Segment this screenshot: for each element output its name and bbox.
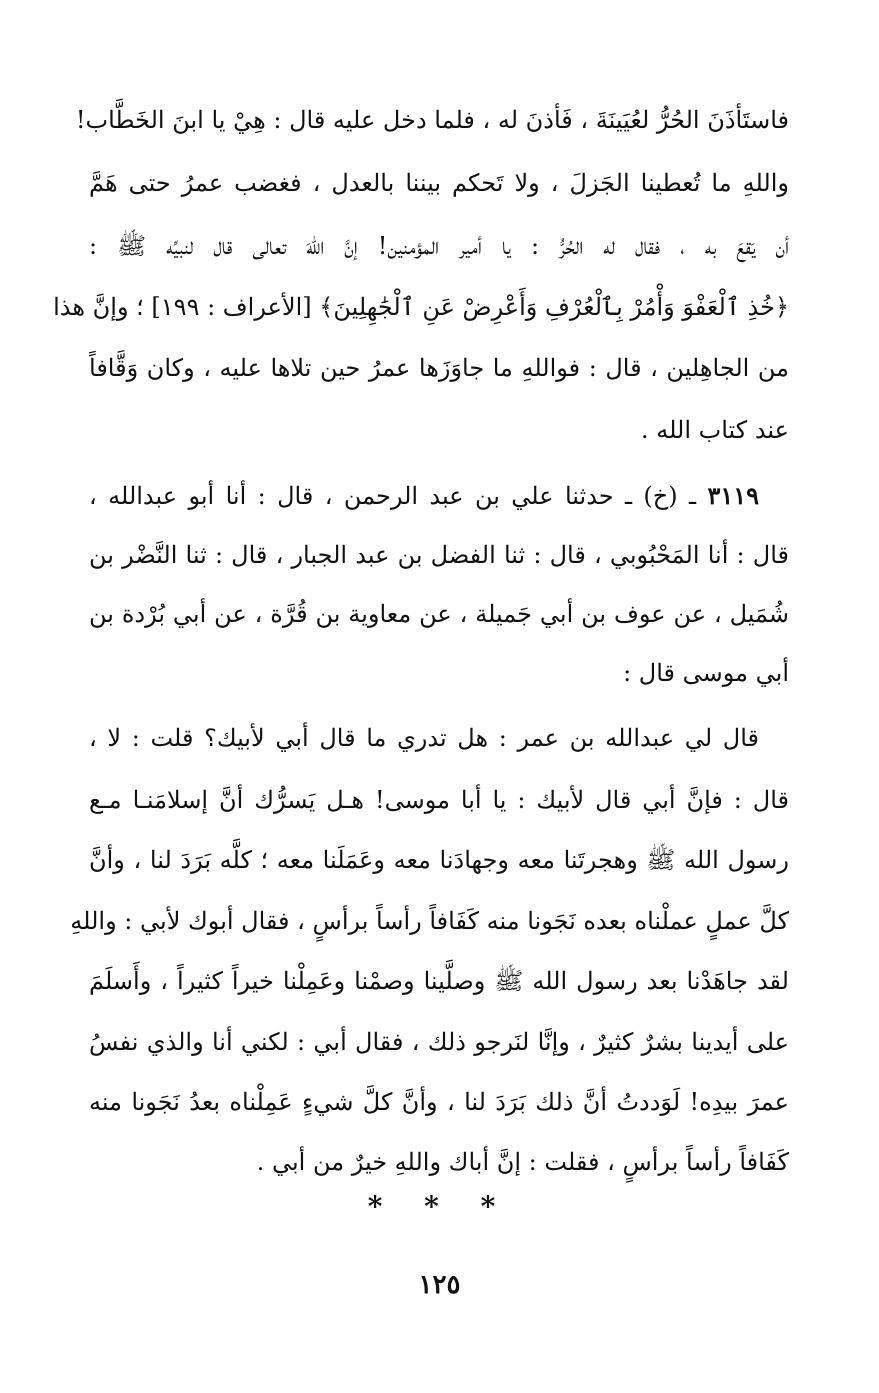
page-number: ١٢٥ [418, 1270, 461, 1300]
quran-verse-line: ﴿خُذِ ٱلْعَفْوَ وَأْمُرْ بِٱلْعُرْفِ وَأَعْرِضْ عَنِ ٱلْجَٰهِلِينَ﴾ [الأعراف : ١٩٩] ؛ وإنَّ هذا [53, 293, 789, 321]
text-line: أبي موسى قال : [623, 659, 789, 687]
text-line: قال : فإنَّ أبي قال لأبيك : يا أبا موسى! هـل يَسرُّك أنَّ إسلامَنـا مـع [89, 786, 789, 814]
text-line: رسول الله ﷺ وهجرتَنا معه وجهادَنا معه وعَمَلَنا معه ؛ كلَّه بَرَدَ لنا ، وأنَّ [89, 846, 789, 874]
text-line: من الجاهِلين ، قال : فواللهِ ما جاوَزَها عمرُ حين تلاها عليه ، وكان وَقَّافاً [89, 354, 789, 382]
hadith-number: ٣١١٩ [707, 481, 759, 510]
hadith-header-line [89, 479, 759, 513]
text-line: أن يَقعَ به ، فقال له الحُرُّ : يا أمير المؤمنين! إنَّ اللهَ تعالى قال لنبيِّه ﷺ : [89, 232, 789, 260]
text-line: على أيدينا بشرٌ كثيرٌ ، وإنَّا لنَرجو ذلك ، فقال أبي : لكني أنا والذي نفسُ [89, 1028, 789, 1056]
text-line: عمرَ بيدِه! لَوَددتُ أنَّ ذلك بَرَدَ لنا ، وأنَّ كلَّ شيءٍ عَمِلْناه بعدُ نَجَونا منه [89, 1088, 789, 1116]
text-line: كلَّ عملٍ عملْناه بعده نَجَونا منه كَفَافاً رأساً برأسٍ ، فقال أبوك لأبي : واللهِ [70, 907, 789, 935]
text-line: فاستَأذَنَ الحُرُّ لعُيَينَةَ ، فَأذنَ له ، فلما دخل عليه قال : هِيْ يا ابنَ الخَطَّاب! [75, 106, 789, 134]
text-line: لقد جاهَدْنا بعد رسول الله ﷺ وصلَّينا وصمْنا وعَمِلْنا خيراً كثيراً ، وأَسلَمَ [89, 967, 789, 995]
section-separator: * * * [367, 1190, 512, 1223]
text-line: واللهِ ما تُعطينا الجَزلَ ، ولا تَحكم بيننا بالعدل ، فغضب عمرُ حتى هَمَّ [89, 169, 789, 197]
text-line: شُمَيل ، عن عوف بن أبي جَميلة ، عن معاوية بن قُرَّة ، عن أبي بُرْدة بن [89, 600, 789, 628]
text-line: قال : أنا المَحْبُوبي ، قال : ثنا الفضل بن عبد الجبار ، قال : ثنا النَّضْر بن [89, 541, 789, 569]
text-line: قال لي عبدالله بن عمر : هل تدري ما قال أبي لأبيك؟ قلت : لا ، [89, 724, 759, 752]
text-line: كَفَافاً رأساً برأسٍ ، فقلت : إنَّ أباك واللهِ خيرٌ من أبي . [256, 1148, 789, 1176]
hadith-chain-start: ـ (خ) ـ حدثنا علي بن عبد الرحمن ، قال : أنا أبو عبدالله ، [89, 482, 708, 510]
text-line: عند كتاب الله . [640, 416, 789, 444]
